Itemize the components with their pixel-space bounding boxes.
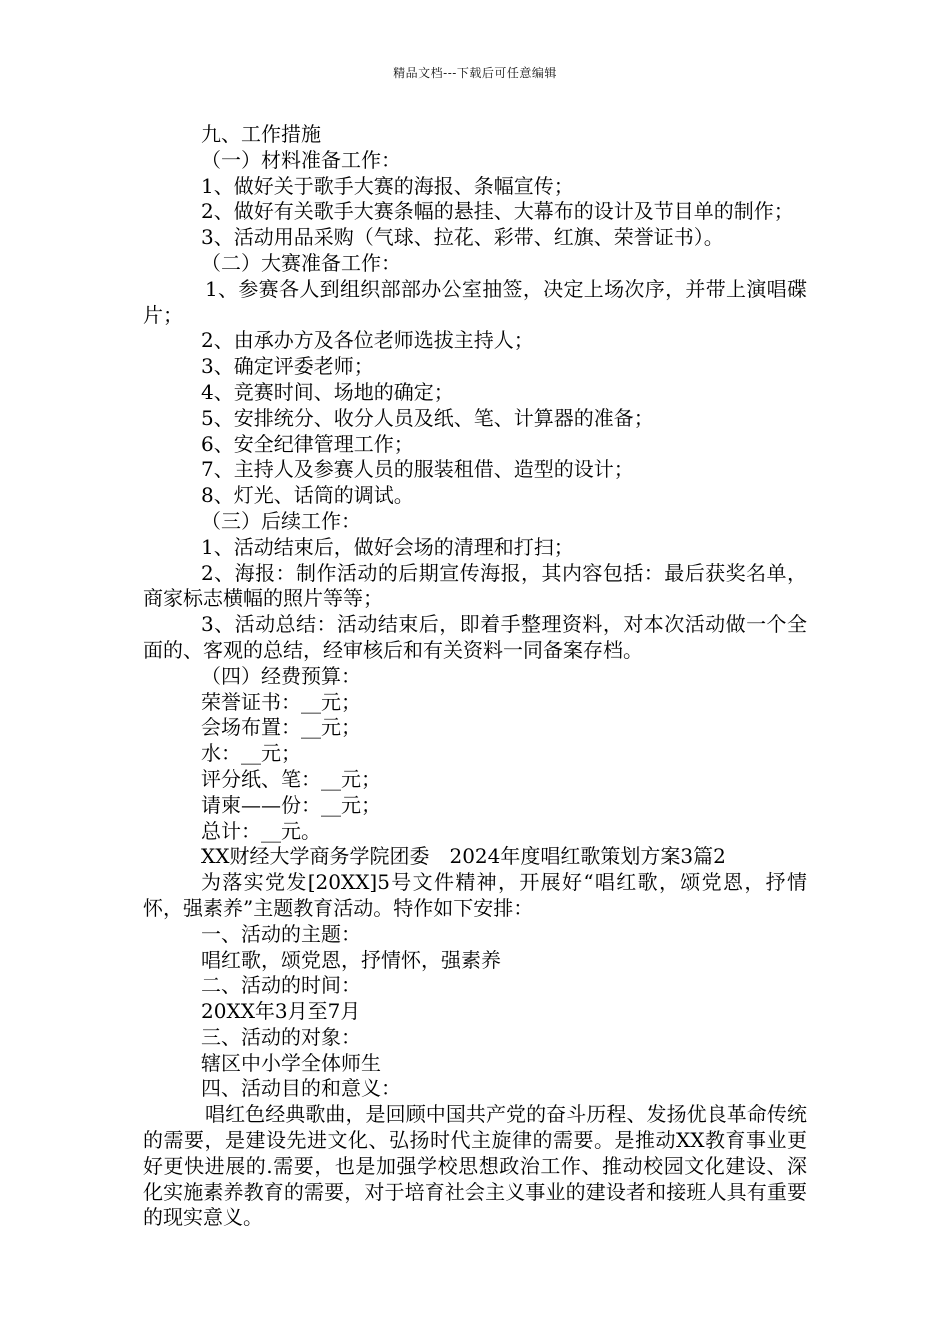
document-body (143, 122, 807, 1231)
section-heading: 二、活动的时间： (201, 973, 361, 998)
subsection-heading: （三）后续工作： (201, 508, 361, 533)
section-heading: 九、工作措施 (201, 122, 321, 146)
list-item: 7、主持人及参赛人员的服装租借、造型的设计； (201, 457, 634, 482)
list-item: 3、活动总结：活动结束后，即着手整理资料，对本次活动做一个全面的、客观的总结，经审核后和有关资料一同备案存档。 (143, 612, 807, 662)
page-header: 精品文档---下载后可任意编辑 (393, 66, 557, 80)
subsection-heading: （一）材料准备工作： (201, 147, 401, 172)
budget-item: 会场布置：__元； (201, 715, 361, 740)
budget-item: 评分纸、笔：__元； (201, 766, 381, 791)
budget-item: 请柬——份：__元； (201, 792, 381, 817)
list-item: 4、竞赛时间、场地的确定； (201, 379, 454, 404)
list-item: 1、参赛各人到组织部部办公室抽签，决定上场次序，并带上演唱碟片； (143, 276, 807, 327)
list-item: 3、活动用品采购（气球、拉花、彩带、红旗、荣誉证书）。 (201, 225, 724, 250)
list-item: 2、由承办方及各位老师选拔主持人； (201, 328, 534, 353)
purpose-paragraph: 唱红色经典歌曲，是回顾中国共产党的奋斗历程、发扬优良革命传统的需要，是建设先进文化、弘扬时代主旋律的需要。是推动XX教育事业更好更快进展的.需要，也是加强学校思想政治工作、推动校园文化建设、深化实施素养教育的需要，对于培育社会主义事业的建设者和接班人具有重要的现实意义。 (143, 1102, 807, 1230)
list-item: 6、安全纪律管理工作； (201, 431, 414, 456)
paragraph: 辖区中小学全体师生 (201, 1050, 381, 1075)
section-heading: 四、活动目的和意义： (201, 1076, 401, 1101)
section-heading: 三、活动的对象： (201, 1024, 361, 1049)
list-item: 1、活动结束后，做好会场的清理和打扫； (201, 534, 574, 559)
budget-item: 荣誉证书：__元； (201, 689, 361, 714)
subsection-heading: （二）大赛准备工作： (201, 250, 401, 275)
list-item: 3、确定评委老师； (201, 354, 374, 379)
section-heading: 一、活动的主题： (201, 921, 361, 946)
paragraph: 唱红歌，颂党恩，抒情怀，强素养 (201, 947, 501, 972)
list-item: 8、灯光、话筒的调试。 (201, 483, 414, 508)
intro-paragraph: 为落实党发[20XX]5号文件精神，开展好“唱红歌，颂党恩，抒情怀，强素养”主题教育活动。特作如下安排： (143, 870, 807, 920)
document-title-line: XX财经大学商务学院团委 2024年度唱红歌策划方案3篇2 (201, 844, 726, 869)
list-item: 2、做好有关歌手大赛条幅的悬挂、大幕布的设计及节目单的制作； (201, 199, 794, 224)
list-item: 2、海报：制作活动的后期宣传海报，其内容包括：最后获奖名单，商家标志横幅的照片等等； (143, 560, 807, 611)
budget-item: 水：__元； (201, 741, 301, 766)
budget-total: 总计：__元。 (201, 818, 321, 843)
subsection-heading: （四）经费预算： (201, 663, 361, 688)
list-item: 5、安排统分、收分人员及纸、笔、计算器的准备； (201, 405, 654, 430)
list-item: 1、做好关于歌手大赛的海报、条幅宣传； (201, 173, 574, 198)
paragraph: 20XX年3月至7月 (201, 999, 361, 1024)
